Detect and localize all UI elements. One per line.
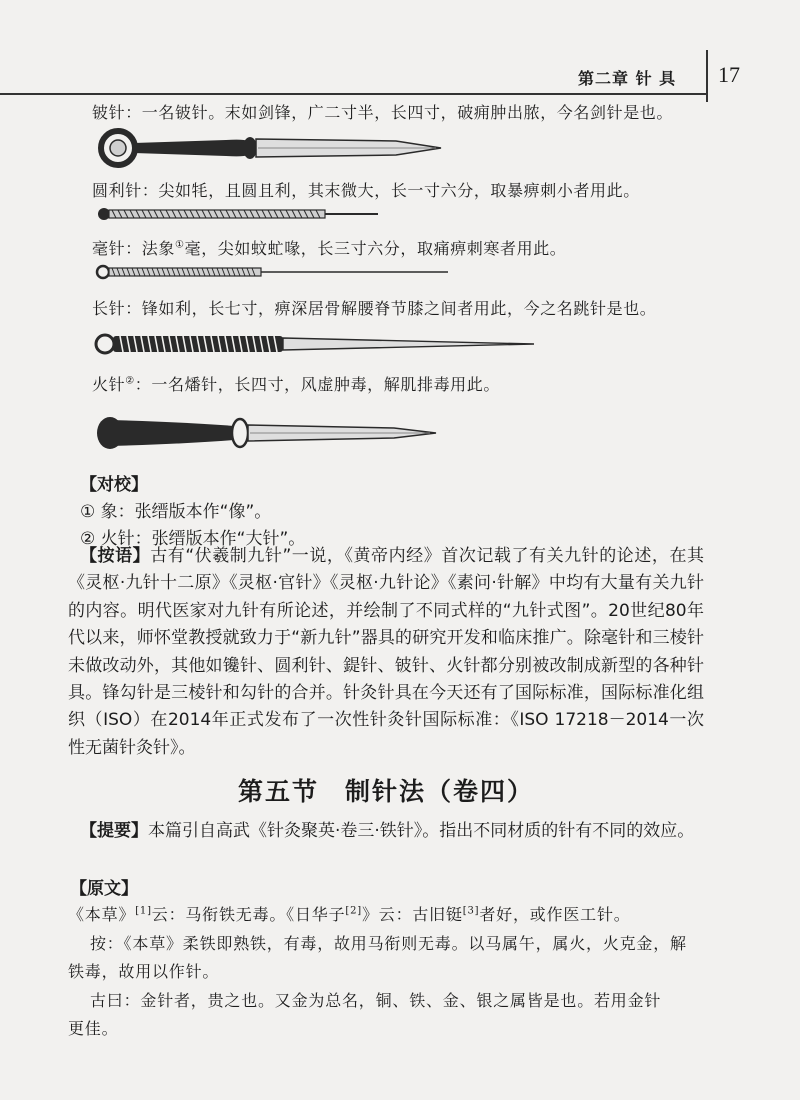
chang-needle-illustration: [94, 330, 546, 360]
commentary-paragraph: [68, 543, 704, 762]
collation-heading: 【对校】: [80, 475, 148, 495]
needle-entry-hao: [92, 236, 566, 259]
yuanli-needle-illustration: [96, 204, 386, 224]
needle-description: ：法象: [125, 239, 176, 258]
section-name: 制针法（卷四）: [345, 777, 535, 806]
needle-description: ：锋如利，长七寸，痹深居骨解腰脊节膝之间者用此，今之名跳针是也。: [125, 299, 657, 318]
needle-description: ：一名铍针。末如剑锋，广二寸半，长四寸，破痈肿出脓，今名剑针是也。: [125, 103, 674, 122]
collation-item: ① 象：张缙版本作“像”。: [80, 502, 272, 522]
annotation-ref: [2]: [345, 905, 362, 917]
chapter-header: 第二章 针 具: [578, 69, 677, 88]
needle-entry-huo: [92, 372, 500, 395]
original-paragraph-3-line-2: 更佳。: [68, 1019, 119, 1038]
collation-item: ② 火针：张缙版本作“大针”。: [80, 529, 306, 549]
needle-name: 长针: [92, 299, 126, 318]
hao-needle-illustration: [94, 262, 454, 282]
section-number: 第五节: [238, 777, 320, 806]
commentary-text: 古有“伏羲制九针”一说，《黄帝内经》首次记载了有关九针的论述，在其《灵枢·九针十二原》《灵枢·官针》《灵枢·九针论》《素问·针解》中均有大量有关九针的内容。明代医家对九针有所论述，并绘制了不同式样的“九针式图”。20世纪80年代以来，师怀堂教授就致力于“新九针”器具的研究开发和临床推广。除毫针和三棱针未做改动外，其他如镵针、圆利针、鍉针、铍针、火针都分别被改制成新型的各种针具。锋勾针是三棱针和勾针的合并。针灸针具在今天还有了国际标准，国际标准化组织（ISO）在2014年正式发布了一次性针灸针国际标准：《ISO 17218－2014一次性无菌针灸针》。: [68, 546, 704, 758]
header-rule: [0, 93, 706, 95]
original-paragraph-3-line-1: 古曰：金针者，贵之也。又金为总名，铜、铁、金、银之属皆是也。若用金针: [90, 991, 662, 1010]
needle-entry-yuanli: [92, 178, 640, 201]
commentary-heading: 【按语】: [80, 546, 151, 566]
original-text: 云：马衔铁无毒。《日华子: [151, 905, 346, 924]
original-paragraph-2-line-2: 铁毒，故用以作针。: [68, 962, 220, 981]
summary-heading: 【提要】: [80, 821, 148, 841]
collation-note-ref: ①: [175, 239, 185, 251]
pi-needle-illustration: [96, 127, 456, 171]
needle-description: 毫，尖如蚊虻喙，长三寸六分，取痛痹刺寒者用此。: [184, 239, 567, 258]
annotation-ref: [3]: [462, 905, 480, 917]
summary-paragraph: [68, 818, 704, 845]
needle-description: ：尖如牦，且圆且利，其末微大，长一寸六分，取暴痹刺小者用此。: [141, 181, 640, 200]
page-number: 17: [718, 62, 740, 87]
collation-note-ref: ②: [125, 375, 135, 387]
needle-name: 毫针: [92, 239, 126, 258]
original-text: 者好，或作医工针。: [479, 905, 631, 924]
needle-entry-chang: [92, 296, 656, 319]
section-title: [238, 772, 534, 808]
original-text: 《本草》: [68, 905, 136, 924]
original-paragraph-2-line-1: 按：《本草》柔铁即熟铁，有毒，故用马衔则无毒。以马属午，属火，火克金，解: [90, 934, 687, 953]
needle-description: ：一名燔针，长四寸，风虚肿毒，解肌排毒用此。: [134, 375, 500, 394]
huo-needle-illustration: [94, 412, 444, 456]
original-text: 》云：古旧铤: [361, 905, 463, 924]
original-heading: 【原文】: [70, 879, 138, 899]
original-paragraph-1: [68, 902, 631, 925]
needle-name: 圆利针: [92, 181, 142, 200]
needle-entry-pi: [92, 100, 673, 123]
header-divider: [706, 50, 708, 102]
needle-name: 火针: [92, 375, 126, 394]
needle-name: 铍针: [92, 103, 126, 122]
annotation-ref: [1]: [135, 905, 152, 917]
summary-text: 本篇引自高武《针灸聚英·卷三·铁针》。指出不同材质的针有不同的效应。: [148, 821, 695, 841]
